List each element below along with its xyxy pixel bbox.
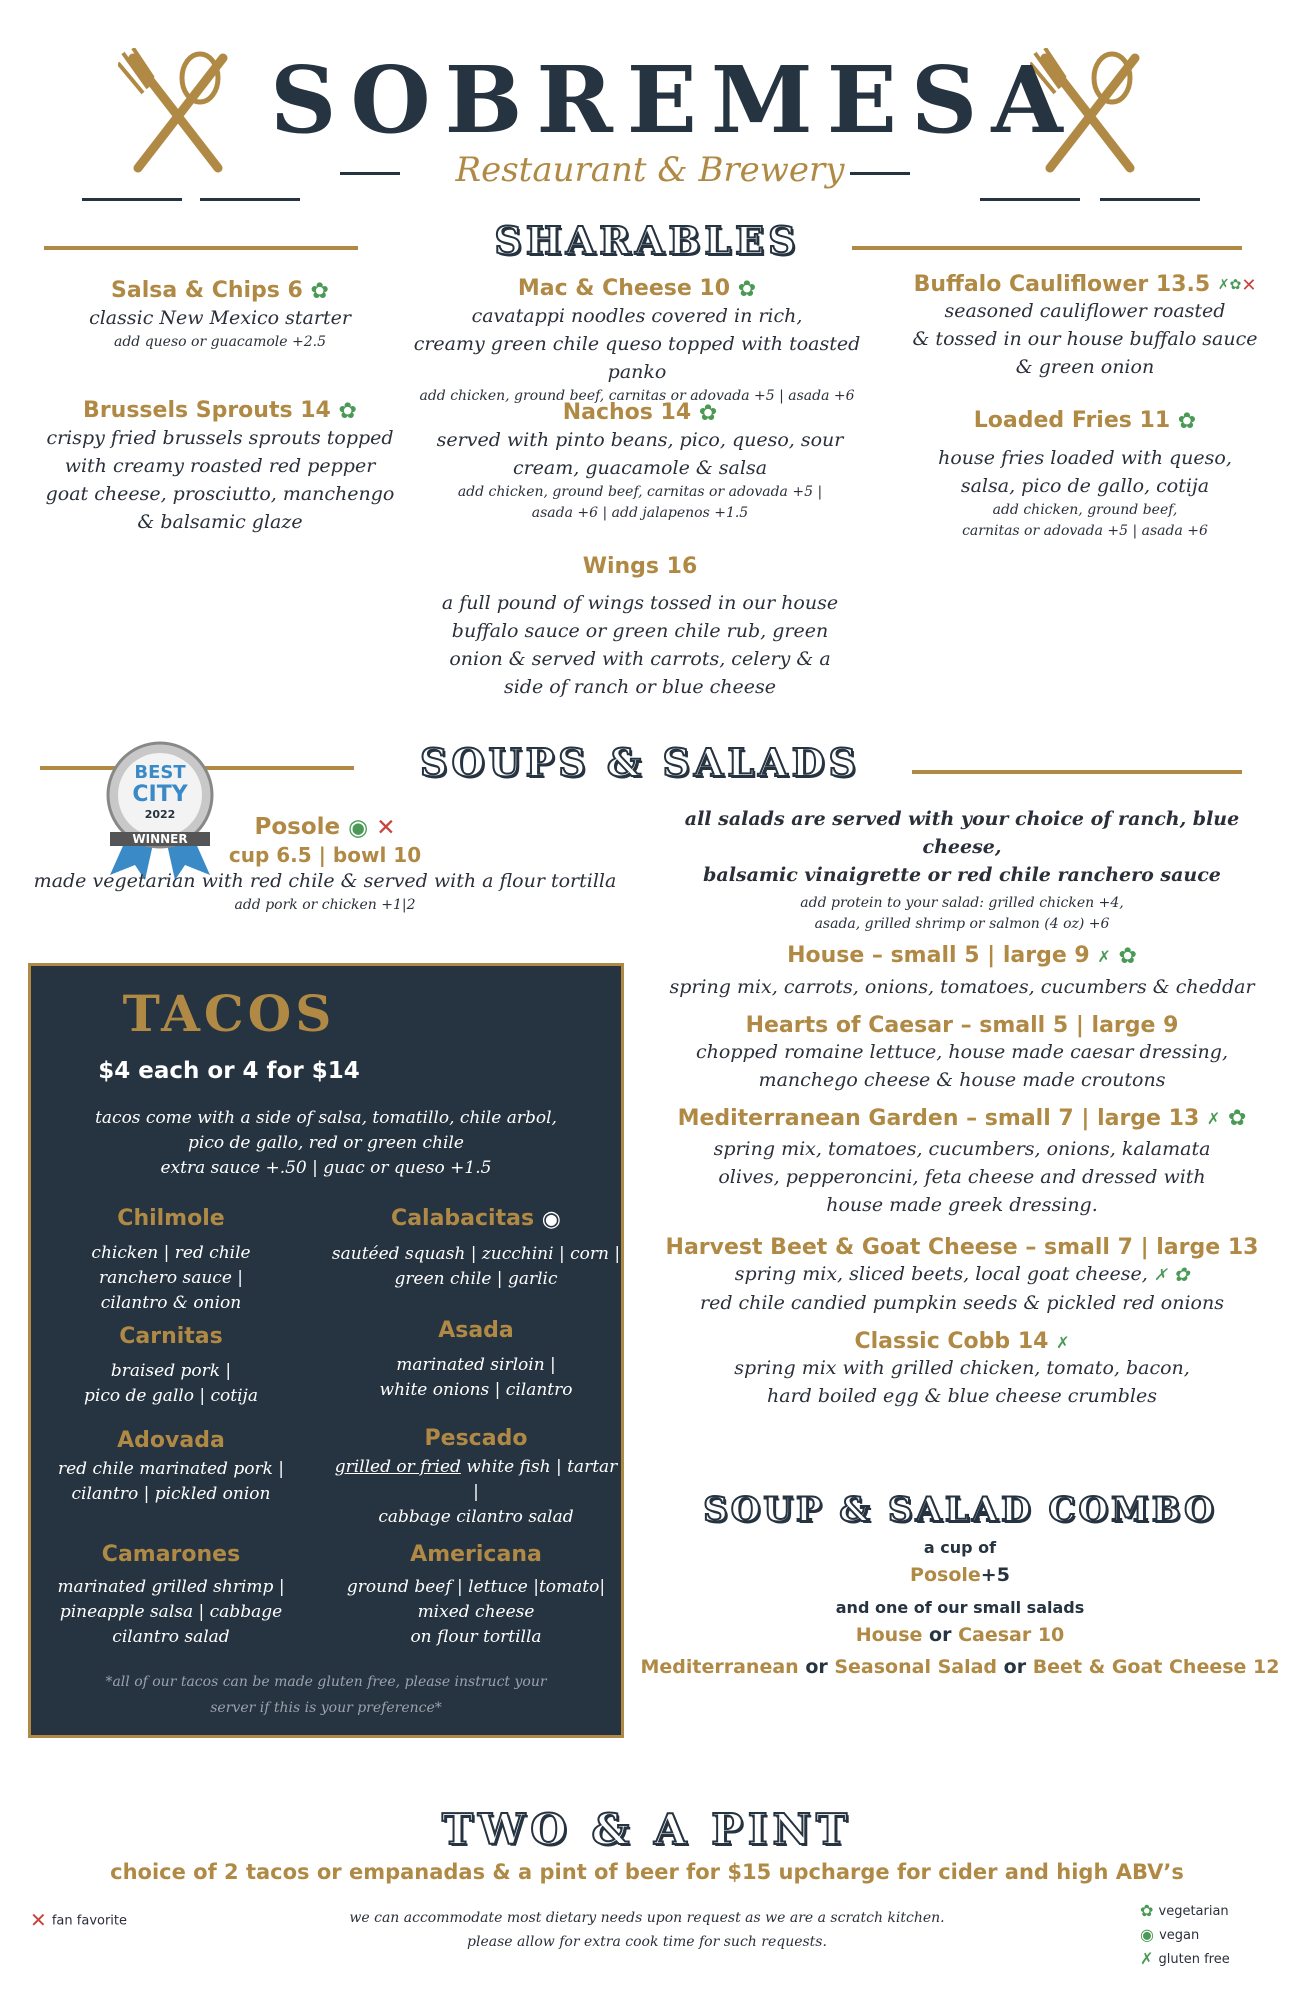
chilmole-d2: ranchero sauce | — [98, 1268, 244, 1288]
wings-name: Wings 16 — [582, 554, 698, 579]
caesar-name: Hearts of Caesar – small 5 | large 9 — [745, 1012, 1179, 1038]
combo-plus: +5 — [980, 1564, 1010, 1586]
asada-d1: marinated sirloin | — [396, 1355, 556, 1375]
header-rule-left — [340, 172, 400, 175]
wings-desc-3: onion & served with carrots, celery & a — [449, 648, 831, 670]
salad-intro-2: balsamic vinaigrette or red chile ranchero sauce — [703, 864, 1221, 886]
asada-name: Asada — [438, 1318, 514, 1343]
fries-name: Loaded Fries 11 — [973, 408, 1171, 433]
taco-camarones — [41, 1542, 301, 1650]
pescado-name: Pescado — [424, 1426, 528, 1451]
combo-line-4 — [660, 1624, 1260, 1646]
brussels-desc-4: & balsamic glaze — [137, 510, 303, 533]
tacos-price: $4 each or 4 for $14 — [98, 1058, 360, 1084]
gluten-free-icon: ✗ — [1153, 1265, 1168, 1284]
vegetarian-icon: ✿ — [1177, 408, 1197, 434]
tacos-desc-1: tacos come with a side of salsa, tomatillo, chile arbol, — [95, 1108, 557, 1128]
house-name: House – small 5 | large 9 — [787, 943, 1090, 968]
fries-item — [900, 408, 1270, 542]
fries-desc-2: salsa, pico de gallo, cotija — [960, 474, 1210, 497]
carnitas-d2: pico de gallo | cotija — [84, 1386, 258, 1406]
caesar-desc-2: manchego cheese & house made croutons — [758, 1068, 1166, 1091]
fries-note-2: carnitas or adovada +5 | asada +6 — [962, 522, 1208, 539]
wings-item — [440, 554, 840, 701]
brussels-item — [30, 398, 410, 536]
salsa-desc: classic New Mexico starter — [89, 306, 351, 329]
vegan-icon: ◉ — [1140, 1925, 1154, 1944]
pescado-d1a: grilled or fried — [334, 1457, 461, 1477]
vegan-icon: ◉ — [348, 814, 369, 841]
vegetarian-icon: ✿ — [1140, 1901, 1154, 1920]
vegetarian-icon: ✿ — [1229, 277, 1242, 293]
tacos-gf-note-2: server if this is your preference* — [210, 1700, 442, 1716]
fries-desc-1: house fries loaded with queso, — [938, 446, 1232, 469]
combo-or-2: or — [798, 1656, 835, 1678]
camarones-name: Camarones — [101, 1542, 241, 1567]
house-desc: spring mix, carrots, onions, tomatoes, cucumbers & cheddar — [669, 975, 1255, 998]
combo-med: Mediterranean — [640, 1656, 799, 1678]
pint-desc: choice of 2 tacos or empanadas & a pint of beer for $15 upcharge for cider and high ABV’s — [110, 1860, 1184, 1884]
salsa-name: Salsa & Chips 6 — [111, 278, 303, 303]
badge-winner: WINNER — [110, 832, 210, 846]
taco-asada — [331, 1318, 621, 1403]
salsa-item — [40, 278, 400, 353]
mac-note: add chicken, ground beef, carnitas or adovada +5 | asada +6 — [419, 387, 855, 404]
taco-adovada — [41, 1428, 301, 1507]
footer-note-2: please allow for extra cook time for such requests. — [467, 1934, 827, 1950]
posole-note: add pork or chicken +1|2 — [234, 896, 416, 913]
camarones-d3: cilantro salad — [112, 1627, 230, 1647]
combo-caesar: Caesar 10 — [958, 1624, 1065, 1646]
brussels-desc-3: goat cheese, prosciutto, manchengo — [45, 482, 395, 505]
adovada-d2: cilantro | pickled onion — [71, 1484, 271, 1504]
gluten-free-icon: ✗ — [1097, 946, 1111, 966]
buffalo-desc-2: & tossed in our house buffalo sauce — [912, 328, 1258, 350]
carnitas-name: Carnitas — [119, 1324, 223, 1349]
footer-note-1: we can accommodate most dietary needs upon request as we are a scratch kitchen. — [349, 1910, 945, 1926]
nachos-note-2: asada +6 | add jalapenos +1.5 — [531, 504, 749, 521]
buffalo-item — [890, 272, 1280, 381]
chilmole-name: Chilmole — [117, 1206, 225, 1231]
cobb-desc-2: hard boiled egg & blue cheese crumbles — [767, 1385, 1157, 1407]
brand-title: SOBREMESA — [270, 46, 1077, 154]
wings-desc-4: side of ranch or blue cheese — [503, 676, 777, 698]
carnitas-d1: braised pork | — [110, 1361, 232, 1381]
americana-d1: ground beef | lettuce |tomato| — [346, 1577, 606, 1597]
protein-1: add protein to your salad: grilled chicken +4, — [800, 895, 1124, 911]
wings-desc-2: buffalo sauce or green chile rub, green — [451, 620, 829, 642]
pescado-d1b: white fish | tartar | — [460, 1457, 618, 1502]
americana-name: Americana — [410, 1542, 542, 1567]
calabacitas-d2: green chile | garlic — [394, 1268, 558, 1289]
beet-desc-1: spring mix, sliced beets, local goat cheese, — [734, 1263, 1148, 1285]
legend — [1140, 1900, 1290, 1968]
header — [0, 0, 1294, 230]
posole-price: cup 6.5 | bowl 10 — [228, 842, 422, 867]
mac-name: Mac & Cheese 10 — [517, 276, 731, 301]
combo-or-3: or — [997, 1656, 1033, 1678]
footer-fan — [30, 1908, 230, 1932]
fan-favorite-label: fan favorite — [51, 1913, 128, 1929]
fries-note-1: add chicken, ground beef, — [992, 501, 1178, 518]
taco-carnitas — [41, 1324, 301, 1409]
gluten-free-icon: ✗ — [1206, 1109, 1221, 1128]
nachos-item — [420, 400, 860, 524]
legend-vegan: vegan — [1159, 1928, 1200, 1943]
chilmole-d3: cilantro & onion — [100, 1293, 242, 1313]
combo-house: House — [855, 1624, 923, 1646]
fork-hop-logo-left-icon — [118, 48, 238, 178]
vegetarian-icon: ✿ — [1118, 943, 1137, 969]
adovada-d1: red chile marinated pork | — [57, 1459, 285, 1479]
gluten-free-icon: ✗ — [1140, 1949, 1154, 1968]
protein-2: asada, grilled shrimp or salmon (4 oz) +6 — [814, 916, 1110, 932]
posole-name: Posole — [254, 814, 341, 840]
buffalo-desc-3: & green onion — [1015, 356, 1155, 378]
combo-line-3: and one of our small salads — [835, 1598, 1085, 1617]
combo-line-1: a cup of — [923, 1538, 997, 1557]
gluten-free-icon: ✗ — [1056, 1332, 1070, 1352]
calabacitas-name: Calabacitas — [391, 1206, 535, 1231]
combo-title: SOUP & SALAD COMBO — [703, 1490, 1217, 1530]
header-rule-far-right-a — [980, 198, 1080, 201]
tacos-desc-2: pico de gallo, red or green chile — [188, 1133, 464, 1153]
combo-line-5 — [640, 1656, 1280, 1678]
caesar-desc-1: chopped romaine lettuce, house made caesar dressing, — [696, 1040, 1228, 1063]
tagline: Restaurant & Brewery — [455, 150, 845, 190]
soups-rule-right — [912, 770, 1242, 774]
cobb-name: Classic Cobb 14 — [854, 1329, 1049, 1354]
beet-name: Harvest Beet & Goat Cheese – small 7 | large 13 — [665, 1235, 1259, 1260]
vegetarian-icon: ✿ — [310, 278, 329, 304]
med-desc-1: spring mix, tomatoes, cucumbers, onions, kalamata — [713, 1138, 1211, 1160]
taco-pescado — [331, 1426, 621, 1530]
tacos-box — [28, 963, 624, 1738]
mac-desc-1: cavatappi noodles covered in rich, — [471, 304, 803, 327]
salsa-note: add queso or guacamole +2.5 — [113, 333, 327, 350]
vegetarian-icon: ✿ — [737, 276, 757, 302]
salad-intro-1: all salads are served with your choice of ranch, blue cheese, — [684, 808, 1240, 858]
combo-posole: Posole — [910, 1564, 981, 1586]
brussels-desc-2: with creamy roasted red pepper — [64, 454, 376, 477]
posole-item — [30, 814, 620, 916]
mac-desc-2: creamy green chile queso topped with toasted panko — [413, 332, 861, 383]
med-name: Mediterranean Garden – small 7 | large 13 — [677, 1105, 1200, 1131]
sharables-rule-left — [44, 246, 358, 250]
header-rule-right — [850, 172, 910, 175]
legend-gluten-free: gluten free — [1158, 1952, 1230, 1967]
vegetarian-icon: ✿ — [1228, 1106, 1247, 1131]
fan-favorite-icon: ✕ — [30, 1908, 47, 1932]
combo-or-1: or — [922, 1624, 959, 1646]
brussels-name: Brussels Sprouts 14 — [83, 398, 331, 423]
nachos-note-1: add chicken, ground beef, carnitas or adovada +5 | — [457, 483, 823, 500]
chilmole-d1: chicken | red chile — [91, 1243, 251, 1263]
taco-chilmole — [41, 1206, 301, 1316]
nachos-desc-1: served with pinto beans, pico, queso, sour — [436, 428, 844, 451]
pint-title: TWO & A PINT — [441, 1805, 853, 1854]
taco-calabacitas — [331, 1206, 621, 1292]
posole-desc: made vegetarian with red chile & served with a flour tortilla — [33, 869, 617, 892]
tacos-gf-note-1: *all of our tacos can be made gluten free, please instruct your — [105, 1674, 547, 1690]
badge-year: 2022 — [144, 808, 176, 821]
brussels-desc-1: crispy fried brussels sprouts topped — [46, 426, 394, 449]
calabacitas-d1: sautéed squash | zucchini | corn | — [331, 1243, 621, 1264]
header-rule-far-right-b — [1100, 198, 1200, 201]
wings-desc-1: a full pound of wings tossed in our house — [441, 592, 839, 614]
sharables-rule-right — [852, 246, 1242, 250]
fan-favorite-icon: ✕ — [1241, 274, 1257, 296]
nachos-name: Nachos 14 — [562, 400, 692, 425]
med-desc-3: house made greek dressing. — [826, 1194, 1098, 1216]
sharables-title: SHARABLES — [494, 218, 800, 263]
badge-city: CITY — [132, 782, 188, 807]
buffalo-desc-1: seasoned cauliflower roasted — [944, 300, 1226, 322]
legend-vegetarian: vegetarian — [1158, 1904, 1229, 1919]
americana-d3: on flour tortilla — [410, 1627, 542, 1647]
med-desc-2: olives, pepperoncini, feta cheese and dressed with — [718, 1166, 1206, 1188]
camarones-d1: marinated grilled shrimp | — [57, 1577, 285, 1597]
beet-desc-2: red chile candied pumpkin seeds & pickled red onions — [700, 1292, 1224, 1314]
tacos-desc-3: extra sauce +.50 | guac or queso +1.5 — [160, 1158, 492, 1178]
tacos-title: TACOS — [122, 984, 336, 1043]
gluten-free-icon: ✗ — [1217, 277, 1230, 293]
combo-line-2 — [660, 1564, 1260, 1586]
americana-d2: mixed cheese — [417, 1602, 535, 1622]
badge-best: BEST — [134, 762, 186, 783]
camarones-d2: pineapple salsa | cabbage — [59, 1602, 283, 1622]
vegetarian-icon: ✿ — [338, 398, 357, 424]
buffalo-name: Buffalo Cauliflower 13.5 — [913, 272, 1211, 297]
vegan-icon: ◉ — [541, 1206, 561, 1232]
pescado-d2: cabbage cilantro salad — [378, 1507, 574, 1527]
soups-title: SOUPS & SALADS — [420, 740, 860, 785]
fan-favorite-icon: ✕ — [376, 814, 396, 841]
adovada-name: Adovada — [117, 1428, 225, 1453]
vegetarian-icon: ✿ — [698, 400, 718, 426]
nachos-desc-2: cream, guacamole & salsa — [512, 456, 768, 479]
header-rule-far-left-b — [200, 198, 300, 201]
salads-column — [652, 805, 1272, 1410]
combo-seasonal: Seasonal Salad — [834, 1656, 998, 1678]
vegetarian-icon: ✿ — [1173, 1264, 1190, 1286]
combo-beet: Beet & Goat Cheese 12 — [1032, 1656, 1280, 1678]
cobb-desc-1: spring mix with grilled chicken, tomato, bacon, — [734, 1357, 1190, 1379]
mac-item — [392, 276, 882, 407]
asada-d2: white onions | cilantro — [379, 1380, 573, 1400]
taco-americana — [331, 1542, 621, 1650]
header-rule-far-left-a — [82, 198, 182, 201]
